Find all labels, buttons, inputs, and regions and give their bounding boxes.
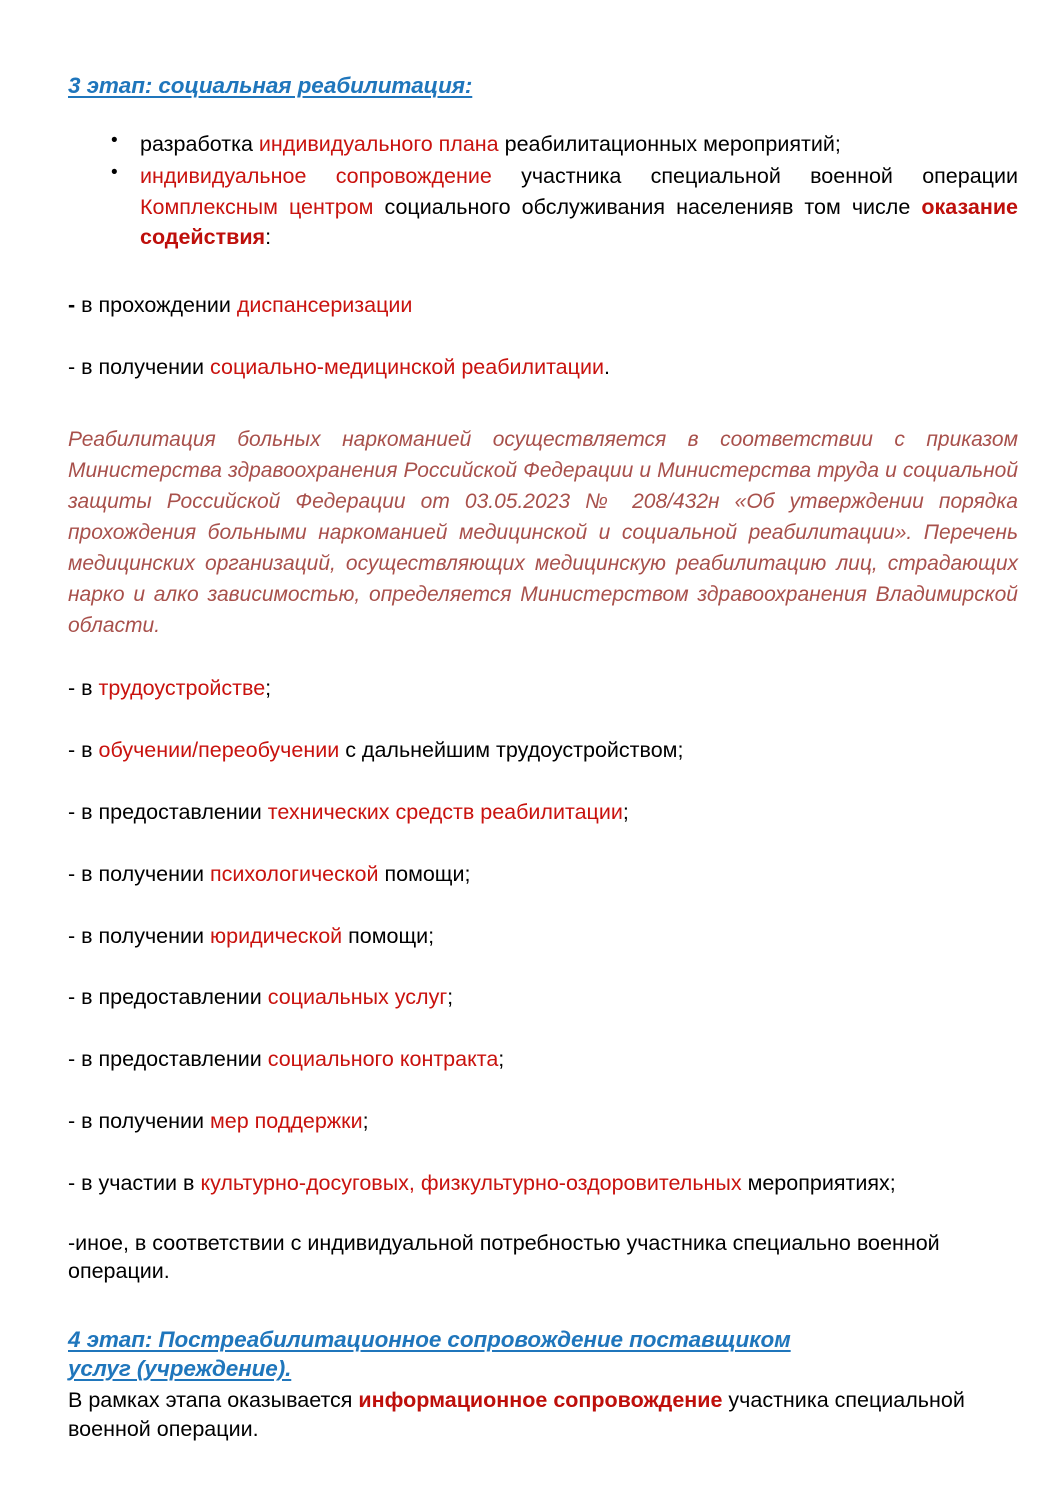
dash-item-legal-help <box>68 922 1018 951</box>
stage-3-heading-text: 3 этап: социальная реабилитация: <box>68 73 473 98</box>
dash-item-rich-text: - в получении психологической помощи; <box>68 861 471 886</box>
dash-marker: - <box>68 292 76 317</box>
regulatory-note-paragraph: Реабилитация больных наркоманией осуществляется в соответствии с приказом Министерства здравоохранения Российской Федерации и Министерства труда и социальной защиты Российской Федерации от 03.05.2023 № 208/432н «Об утверждении порядка прохождения больными наркоманией медицинской и социальной реабилитации». Перечень медицинских организаций, осуществляющих медицинскую реабилитацию лиц, страдающих нарко и алко зависимостью, определяется Министерством здравоохранения Владимирской области. <box>68 428 1018 637</box>
dash-item-training <box>68 736 1018 765</box>
dash-item-rich-text: -иное, в соответствии с индивидуальной потребностью участника специально военной операции. <box>68 1230 940 1284</box>
dash-item-rich-text: - в предоставлении социального контракта; <box>68 1047 505 1072</box>
dash-marker: - <box>68 354 76 379</box>
dash-item-technical-aids <box>68 798 1018 827</box>
dash-item-employment <box>68 674 1018 703</box>
stage-3-heading <box>68 72 1018 101</box>
list-item <box>140 161 1018 253</box>
dash-item-cultural-events <box>68 1169 1018 1198</box>
bullet-2-rich-text: • индивидуальное сопровождение участника специальной военной операции Комплексным центром социального обслуживания населенияв том числе оказание содействия: <box>140 164 1019 250</box>
dash-item-rich-text: - в участии в культурно-досуговых, физкультурно-оздоровительных мероприятиях; <box>68 1170 896 1195</box>
dash-item-support-measures <box>68 1107 1018 1136</box>
list-item <box>140 129 1018 160</box>
dash-item-rich-text: в получении социально-медицинской реабилитации. <box>75 354 610 379</box>
dash-item-dispanserizatsiya <box>68 291 1018 320</box>
dash-item-rich-text: - в предоставлении технических средств реабилитации; <box>68 800 629 825</box>
stage-3-bullet-list <box>68 129 1018 253</box>
closing-paragraph <box>68 1386 1018 1444</box>
dash-item-social-contract <box>68 1045 1018 1074</box>
stage-4-heading-line-2: услуг (учреждение). <box>68 1356 292 1382</box>
stage-4-heading <box>68 1326 1018 1384</box>
dash-item-rich-text: - в предоставлении социальных услуг; <box>68 985 454 1010</box>
closing-rich-text: В рамках этапа оказывается информационное сопровождение участника специальной военной операции. <box>68 1387 965 1442</box>
bullet-1-rich-text: разработка индивидуального плана реабилитационных мероприятий; <box>140 131 841 156</box>
dash-item-psychological-help <box>68 860 1018 889</box>
dash-item-social-services <box>68 983 1018 1012</box>
dash-item-rich-text: - в получении юридической помощи; <box>68 923 435 948</box>
dash-item-rich-text: - в обучении/переобучении с дальнейшим трудоустройством; <box>68 738 684 763</box>
dash-item-other <box>68 1229 1018 1287</box>
dash-item-rich-text: - в получении мер поддержки; <box>68 1109 369 1134</box>
stage-4-heading-line-1: 4 этап: Постреабилитационное сопровождение поставщиком <box>68 1327 791 1353</box>
dash-item-rich-text: - в трудоустройстве; <box>68 676 272 701</box>
dash-item-social-medical-rehab <box>68 353 1018 382</box>
dash-item-rich-text: в прохождении диспансеризации <box>75 292 413 317</box>
